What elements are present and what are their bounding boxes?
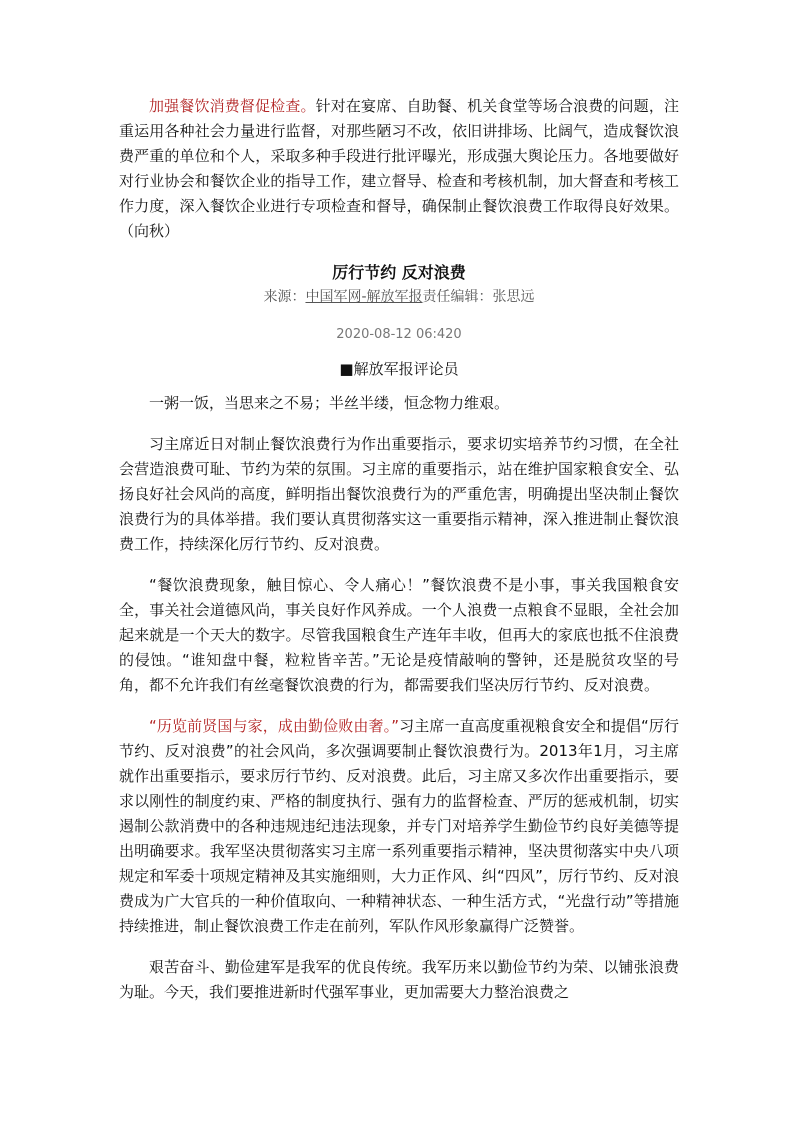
paragraph-text: 针对在宴席、自助餐、机关食堂等场合浪费的问题，注重运用各种社会力量进行监督，对那些陋习不改，依旧讲排场、比阔气，造成餐饮浪费严重的单位和个人，采取多种手段进行批评曝光，形成强大舆论压力。各地要做好对行业协会和餐饮企业的指导工作，建立督导、检查和考核机制，加大督查和考核工作力度，深入餐饮企业进行专项检查和督导，确保制止餐饮浪费工作取得良好效果。（向秋） xyxy=(119,97,679,240)
paragraph-5: 艰苦奋斗、勤俭建军是我军的优良传统。我军历来以勤俭节约为荣、以铺张浪费为耻。今天，我们要推进新时代强军事业，更加需要大力整治浪费之 xyxy=(119,958,679,1001)
editor-label: 责任编辑：张思远 xyxy=(422,289,535,305)
source-label: 来源： xyxy=(263,289,306,305)
document-page xyxy=(119,94,679,1005)
paragraph-4-lead: “历览前贤国与家，成由勤俭败由奢。” xyxy=(149,717,400,735)
paragraph-quote: 一粥一饭，当思来之不易；半丝半缕，恒念物力维艰。 xyxy=(149,394,510,412)
article-meta xyxy=(119,286,679,308)
paragraph-4-text: 习主席一直高度重视粮食安全和提倡“厉行节约、反对浪费”的社会风尚，多次强调要制止餐饮浪费行为。2013年1月，习主席就作出重要指示，要求厉行节约、反对浪费。此后，习主席又多次作出重要指示，要求以刚性的制度约束、严格的制度执行、强有力的监督检查、严厉的惩戒机制，切实遏制公款消费中的各种违规违纪违法现象，并专门对培养学生勤俭节约良好美德等提出明确要求。我军坚决贯彻落实习主席一系列重要指示精神，坚决贯彻落实中央八项规定和军委十项规定精神及其实施细则，大力正作风、纠“四风”，厉行节约、反对浪费成为广大官兵的一种价值取向、一种精神状态、一种生活方式，“光盘行动”等措施持续推进，制止餐饮浪费工作走在前列，军队作风形象赢得广泛赞誉。 xyxy=(119,717,679,935)
byline: ■解放军报评论员 xyxy=(339,360,459,378)
source-link[interactable]: 中国军网-解放军报 xyxy=(305,289,423,305)
paragraph-inspection xyxy=(119,94,679,244)
article-title: 厉行节约 反对浪费 xyxy=(332,263,466,282)
paragraph-2: 习主席近日对制止餐饮浪费行为作出重要指示，要求切实培养节约习惯，在全社会营造浪费可耻、节约为荣的氛围。习主席的重要指示，站在维护国家粮食安全、弘扬良好社会风尚的高度，鲜明指出餐饮浪费行为的严重危害，明确提出坚决制止餐饮浪费行为的具体举措。我们要认真贯彻落实这一重要指示精神，深入推进制止餐饮浪费工作，持续深化厉行节约、反对浪费。 xyxy=(119,435,679,553)
paragraph-lead: 加强餐饮消费督促检查。 xyxy=(149,97,316,115)
paragraph-3: “餐饮浪费现象，触目惊心、令人痛心！”餐饮浪费不是小事，事关我国粮食安全，事关社会道德风尚，事关良好作风养成。一个人浪费一点粮食不显眼，全社会加起来就是一个天大的数字。尽管我国粮食生产连年丰收，但再大的家底也抵不住浪费的侵蚀。“谁知盘中餐，粒粒皆辛苦。”无论是疫情敲响的警钟，还是脱贫攻坚的号角，都不允许我们有丝毫餐饮浪费的行为，都需要我们坚决厉行节约、反对浪费。 xyxy=(119,576,679,694)
paragraph-4 xyxy=(119,714,679,939)
publish-date: 2020-08-12 06:420 xyxy=(336,327,462,342)
